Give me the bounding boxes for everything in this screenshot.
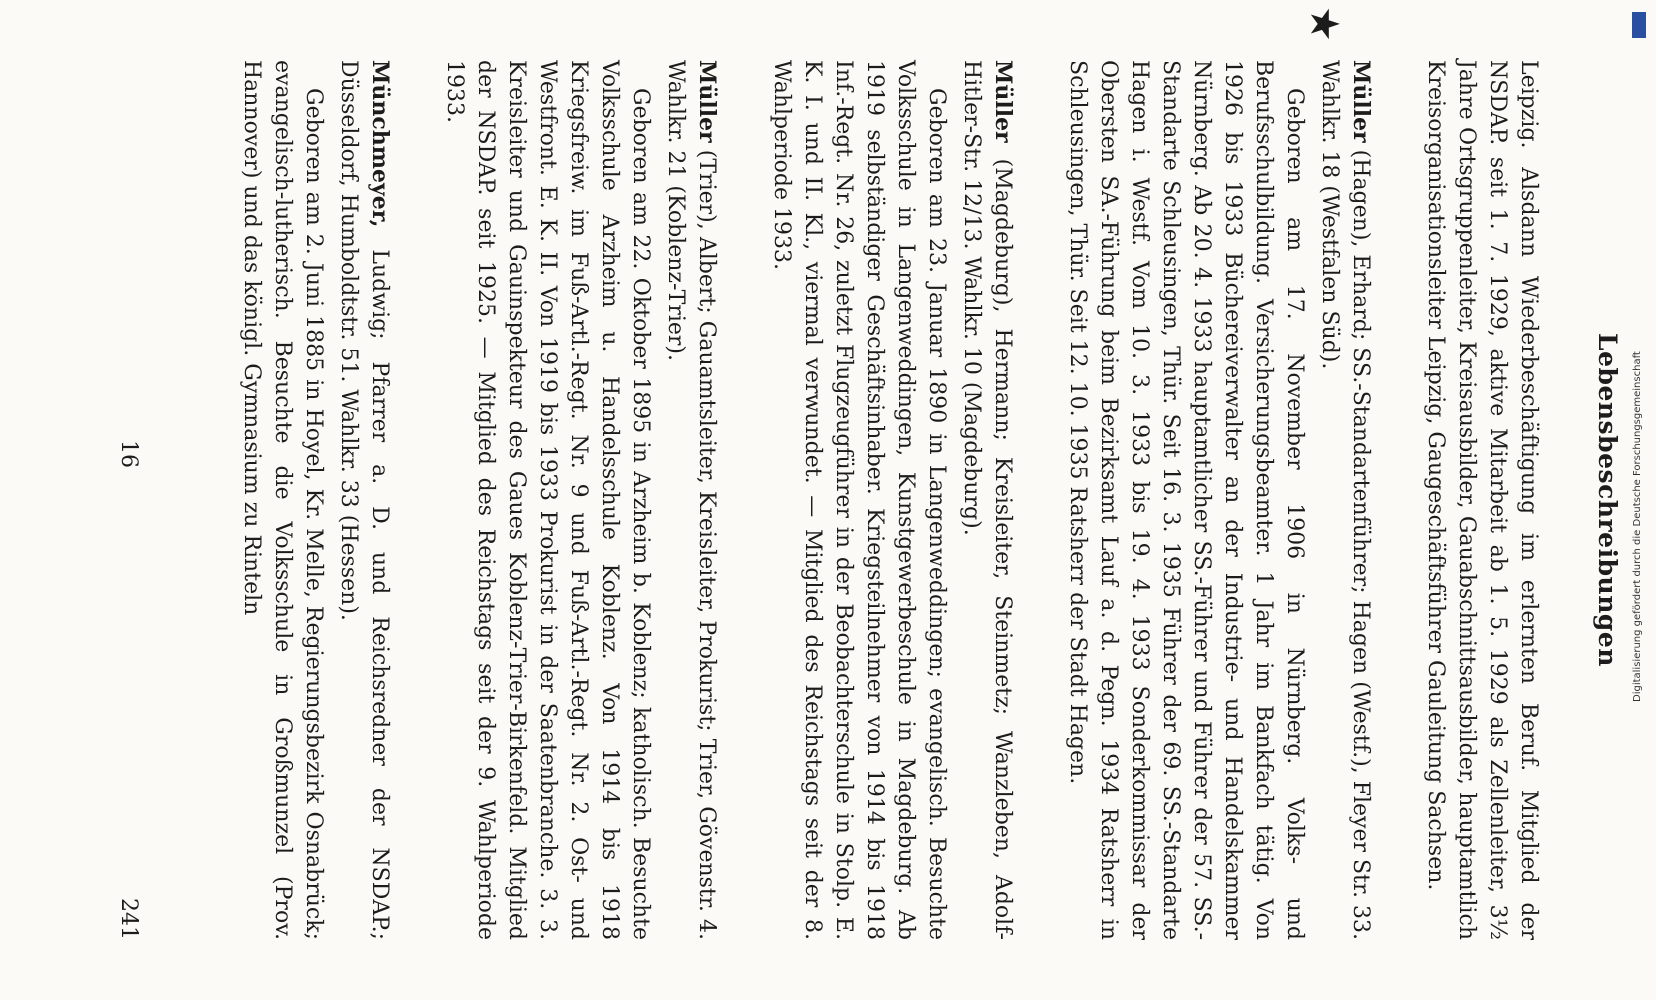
margin-note	[1632, 12, 1652, 702]
entry-head	[1314, 60, 1376, 940]
entry-body	[439, 60, 656, 940]
entry-head-text: (Magdeburg), Hermann; Kreisleiter, Steinmetz; Wanzleben, Adolf-Hitler-Str. 12/13. Wahlkr. 10 (Magdeburg).	[959, 60, 1015, 940]
entry-head	[956, 60, 1018, 940]
entry-name: Müller	[694, 60, 720, 143]
margin-note-text: Digitalisierung gefördert durch die Deutsche Forschungsgemeinschaft	[1632, 351, 1643, 702]
page-title: Lebensbeschreibungen	[1593, 333, 1622, 667]
entry-body	[236, 60, 329, 940]
entry-body-text: Geboren am 23. Januar 1890 in Langenweddingen; evangelisch. Besuchte Volksschule in Langenweddingen, Kunstgewerbeschule in Magdeburg. Ab 1919 selbständiger Geschäftsinhaber. Kriegsteilnehmer von 1914 bis 1918 Inf.-Regt. Nr. 26, zuletzt Flugzeugführer in der Beobachterschule in Stolp. E. K. I. und II. Kl., viermal verwundet. — Mitglied des Reichstags seit der 8. Wahlperiode 1933.	[769, 60, 949, 940]
entry-head	[333, 60, 395, 940]
page-footer	[111, 60, 141, 940]
page-header	[1578, 60, 1622, 940]
entry-head-text: (Trier), Albert; Gauamtsleiter, Kreisleiter, Prokurist; Trier, Gövenstr. 4. Wahlkr. 21 (Koblenz-Trier).	[663, 60, 719, 940]
star-mark: ★	[1301, 6, 1347, 42]
right-page-number: 241	[116, 898, 141, 940]
left-page-number: 16	[116, 440, 141, 468]
entry-body-text: Geboren am 22. Oktober 1895 in Arzheim b. Koblenz; katholisch. Besuchte Volksschule Arzheim u. Handelsschule Koblenz. Von 1914 bis 1918 Kriegsfreiw. im Fuß-Artl.-Regt. Nr. 9 und Fuß-Artl.-Regt. Nr. 2. Ost- und Westfront. E. K. II. Von 1919 bis 1933 Prokurist in der Saatenbranche. 3. 3. Kreisleiter und Gauinspekteur des Gaues Koblenz-Trier-Birkenfeld. Mitglied der NSDAP. seit 1925. — Mitglied des Reichstags seit der 9. Wahlperiode 1933.	[442, 60, 653, 940]
entry-body	[766, 60, 952, 940]
entry-name: Müller	[990, 60, 1016, 143]
intro-paragraph: Leipzig. Alsdann Wiederbeschäftigung im erlernten Beruf. Mitglied der NSDAP. seit 1. 7. 1929, aktive Mitarbeit ab 1. 5. 1929 als Zellenleiter, 3½ Jahre Ortsgruppenleiter, Kreisausbilder, Gauabschnittsausbilder, hauptamtlich Kreisorganisationsleiter Leipzig, Gaugeschäftsführer Gauleitung Sachsen.	[1423, 60, 1541, 940]
entry-body	[1062, 60, 1310, 940]
entry-body-text: Geboren am 17. November 1906 in Nürnberg. Volks- und Berufsschulbildung. Versicherungsbeamter. 1 Jahr im Bankfach tätig. Von 1926 bis 1933 Büchereiverwalter an der Industrie- und Handelskammer Nürnberg. Ab 20. 4. 1933 hauptamtlicher SS.-Führer und Führer der 57. SS.-Standarte Schleusingen, Thür. Seit 16. 3. 1935 Führer der 69. SS.-Standarte Hagen i. Westf. Vom 10. 3. 1933 bis 19. 4. 1933 Sonderkommissar der Obersten SA.-Führung beim Bezirksamt Lauf a. d. Pegn. 1934 Ratsherr in Schleusingen, Thür. Seit 12. 10. 1935 Ratsherr der Stadt Hagen.	[1065, 60, 1307, 940]
entry-body-text: Geboren am 2. Juni 1885 in Hoyel, Kr. Melle, Regierungsbezirk Osnabrück; evangelisch-lutherisch. Besuchte die Volksschule in Großmunzel (Prov. Hannover) und das königl. Gymnasium zu Rinteln	[239, 60, 326, 940]
biography-entry	[766, 60, 1018, 940]
entry-head-text: Ludwig; Pfarrer a. D. und Reichsredner der NSDAP.; Düsseldorf, Humboldtstr. 51. Wahlkr. 33 (Hessen).	[336, 60, 392, 940]
entry-name: Müller	[1348, 60, 1374, 143]
text-column	[232, 60, 1544, 940]
dfg-logo	[1632, 12, 1646, 38]
entry-head-text: (Hagen), Erhard; SS.-Standartenführer; Hagen (Westf.), Fleyer Str. 33. Wahlkr. 18 (Westfalen Süd).	[1317, 60, 1373, 940]
entry-head	[660, 60, 722, 940]
biography-entry	[1062, 60, 1376, 940]
biography-entry	[439, 60, 722, 940]
entry-name: Münchmeyer,	[367, 60, 393, 228]
biography-entry	[236, 60, 395, 940]
